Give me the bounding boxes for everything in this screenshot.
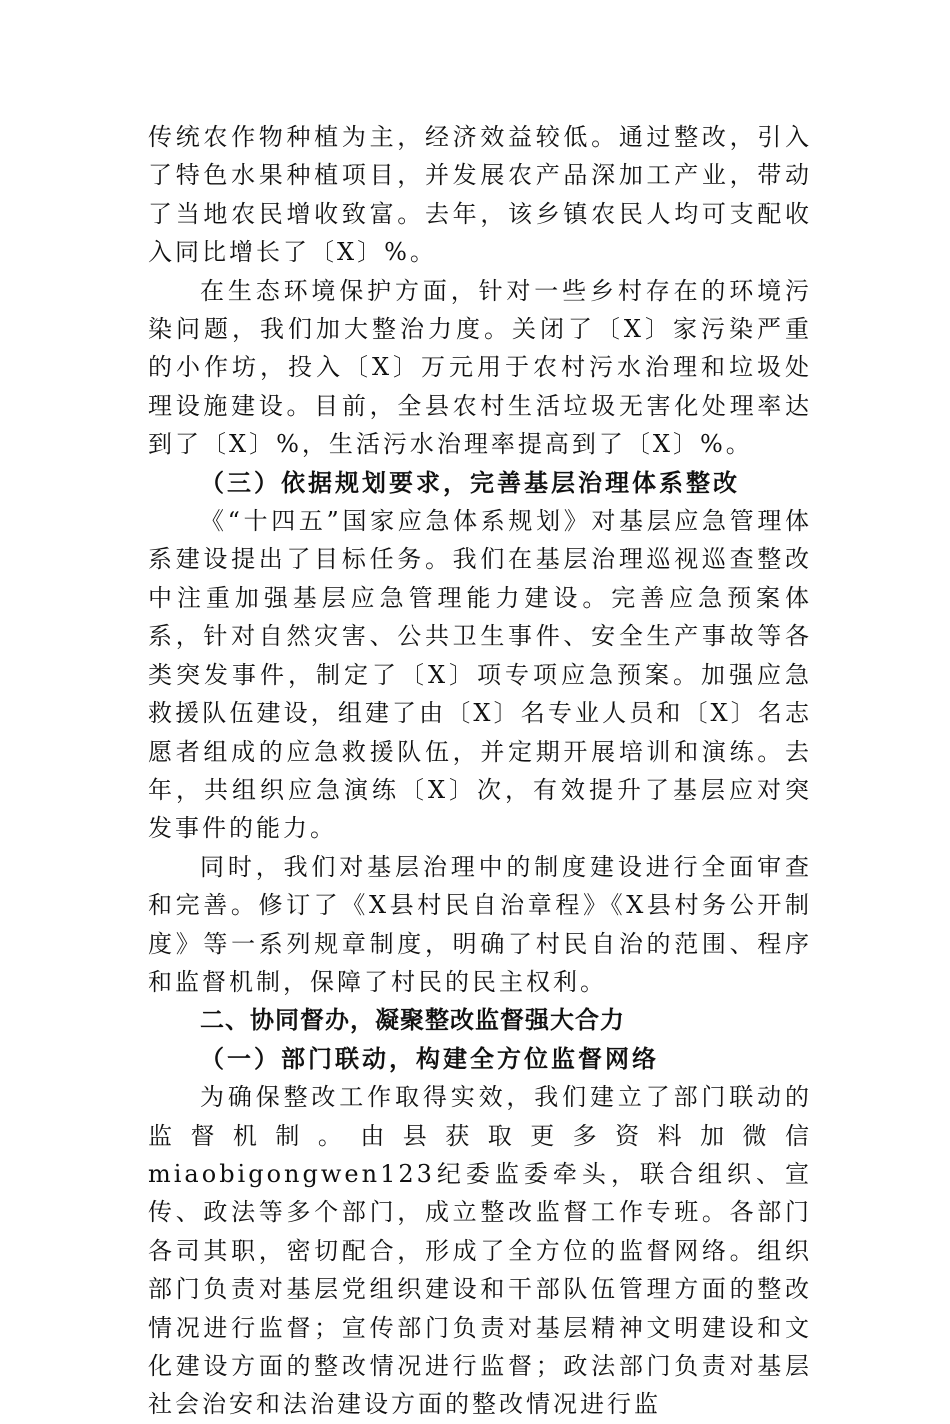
paragraph-continued: 传统农作物种植为主，经济效益较低。通过整改，引入了特色水果种植项目，并发展农产品深加工产业，带动了当地农民增收致富。去年，该乡镇农民人均可支配收入同比增长了〔X〕%。: [148, 123, 812, 267]
paragraph-ecology: 在生态环境保护方面，针对一些乡村存在的环境污染问题，我们加大整治力度。关闭了〔X〕家污染严重的小作坊，投入〔X〕万元用于农村污水治理和垃圾处理设施建设。目前，全县农村生活垃圾无害化处理率达到了〔X〕%，生活污水治理率提高到了〔X〕%。: [148, 276, 812, 459]
subheading-department-linkage: （一）部门联动，构建全方位监督网络: [200, 1043, 659, 1073]
paragraph-supervision-network: 为确保整改工作取得实效，我们建立了部门联动的监督机制。由县获取更多资料加微信miaobigongwen123纪委监委牵头，联合组织、宣传、政法等多个部门，成立整改监督工作专班。各部门各司其职，密切配合，形成了全方位的监督网络。组织部门负责对基层党组织建设和干部队伍管理方面的整改情况进行监督；宣传部门负责对基层精神文明建设和文化建设方面的整改情况进行监督；政法部门负责对基层社会治安和法治建设方面的整改情况进行监: [148, 1083, 812, 1419]
paragraph-emergency-plan: 《“十四五”国家应急体系规划》对基层应急管理体系建设提出了目标任务。我们在基层治理巡视巡查整改中注重加强基层应急管理能力建设。完善应急预案体系，针对自然灾害、公共卫生事件、安全生产事故等各类突发事件，制定了〔X〕项专项应急预案。加强应急救援队伍建设，组建了由〔X〕名专业人员和〔X〕名志愿者组成的应急救援队伍，并定期开展培训和演练。去年，共组织应急演练〔X〕次，有效提升了基层应对突发事件的能力。: [148, 507, 812, 843]
document-page: [148, 118, 812, 1424]
subheading-governance-system: （三）依据规划要求，完善基层治理体系整改: [200, 467, 740, 497]
paragraph-regulations: 同时，我们对基层治理中的制度建设进行全面审查和完善。修订了《X县村民自治章程》《X县村务公开制度》等一系列规章制度，明确了村民自治的范围、程序和监督机制，保障了村民的民主权利。: [148, 852, 812, 996]
section-heading-coordination: 二、协同督办，凝聚整改监督强大合力: [200, 1006, 625, 1035]
